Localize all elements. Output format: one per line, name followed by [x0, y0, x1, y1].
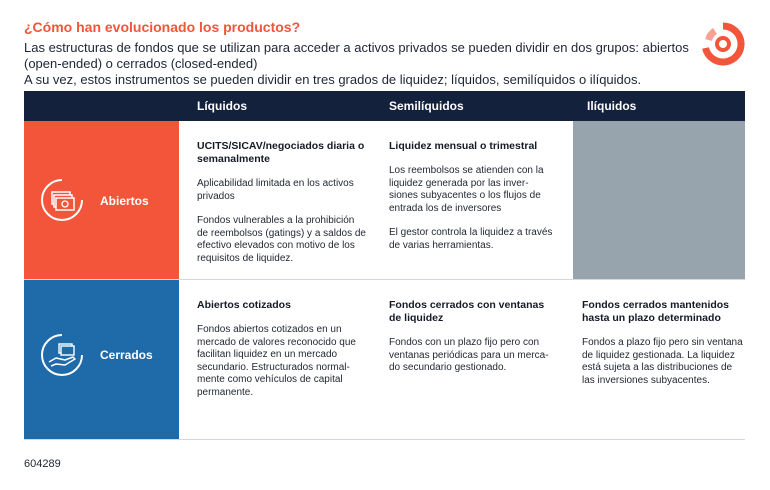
cell-abiertos-iliquidos-empty: [573, 121, 745, 279]
col-header-liquidos: Líquidos: [197, 99, 247, 113]
cell-heading: UCITS/SICAV/negociados diaria o semanalmente: [197, 140, 365, 165]
intro-line-2: A su vez, estos instrumentos se pueden dividir en tres grados de liquidez; líquidos, semilíquidos o ilíquidos.: [24, 72, 642, 87]
cell-cerrados-liquidos: [197, 280, 369, 439]
cell-paragraph: Fondos con un plazo fijo pero con ventanas periódicas para un merca-do secundario gestionado.: [389, 337, 549, 373]
col-header-semiliquidos: Semilíquidos: [389, 99, 464, 113]
money-stack-icon: [39, 177, 85, 223]
cell-paragraph: Fondos a plazo fijo pero sin ventana de liquidez gestionada. La liquidez está sujeta a las distribuciones de las inversiones subyacentes.: [582, 337, 743, 386]
cell-paragraph: El gestor controla la liquidez a través de varias herramientas.: [389, 227, 553, 251]
cell-abiertos-liquidos: [197, 121, 367, 279]
row-label-abiertos: [24, 121, 179, 279]
intro-text: [24, 40, 694, 88]
cell-heading: Liquidez mensual o trimestral: [389, 140, 538, 152]
hand-money-icon: [39, 332, 85, 378]
brand-logo-icon: [701, 22, 745, 66]
cell-paragraph: Los reembolsos se atienden con la liquidez generada por las inver-siones subyacentes o los flujos de entrada los de inversores: [389, 165, 544, 214]
cell-abiertos-semiliquidos: [389, 121, 557, 279]
cell-heading: Fondos cerrados mantenidos hasta un plazo determinado: [582, 299, 730, 324]
intro-line-1: Las estructuras de fondos que se utilizan para acceder a activos privados se pueden dividir en dos grupos: abiertos (open-ended) o cerrados (closed-ended): [24, 40, 689, 71]
table-header: [24, 91, 745, 121]
row-label-text: Cerrados: [100, 348, 153, 362]
footer-code: 604289: [24, 458, 61, 470]
cell-paragraph: Aplicabilidad limitada en los activos privados: [197, 178, 354, 202]
cell-heading: Abiertos cotizados: [197, 299, 291, 311]
page-title: ¿Cómo han evolucionado los productos?: [24, 19, 301, 35]
cell-heading: Fondos cerrados con ventanas de liquidez: [389, 299, 545, 324]
liquidity-table: [24, 91, 745, 440]
col-header-iliquidos: Ilíquidos: [587, 99, 637, 113]
row-label-text: Abiertos: [100, 194, 149, 208]
table-row-abiertos: [24, 121, 745, 280]
row-label-cerrados: [24, 280, 179, 439]
cell-cerrados-iliquidos: [582, 280, 745, 439]
cell-paragraph: Fondos abiertos cotizados en un mercado de valores reconocido que facilitan liquidez en un mercado secundario. Estructurados normal-mente como vehículos de capital permanente.: [197, 324, 356, 398]
cell-cerrados-semiliquidos: [389, 280, 559, 439]
cell-paragraph: Fondos vulnerables a la prohibición de reembolsos (gatings) y a saldos de efectivo elevados con motivo de los requisitos de liquidez.: [197, 215, 366, 264]
table-row-cerrados: [24, 280, 745, 440]
